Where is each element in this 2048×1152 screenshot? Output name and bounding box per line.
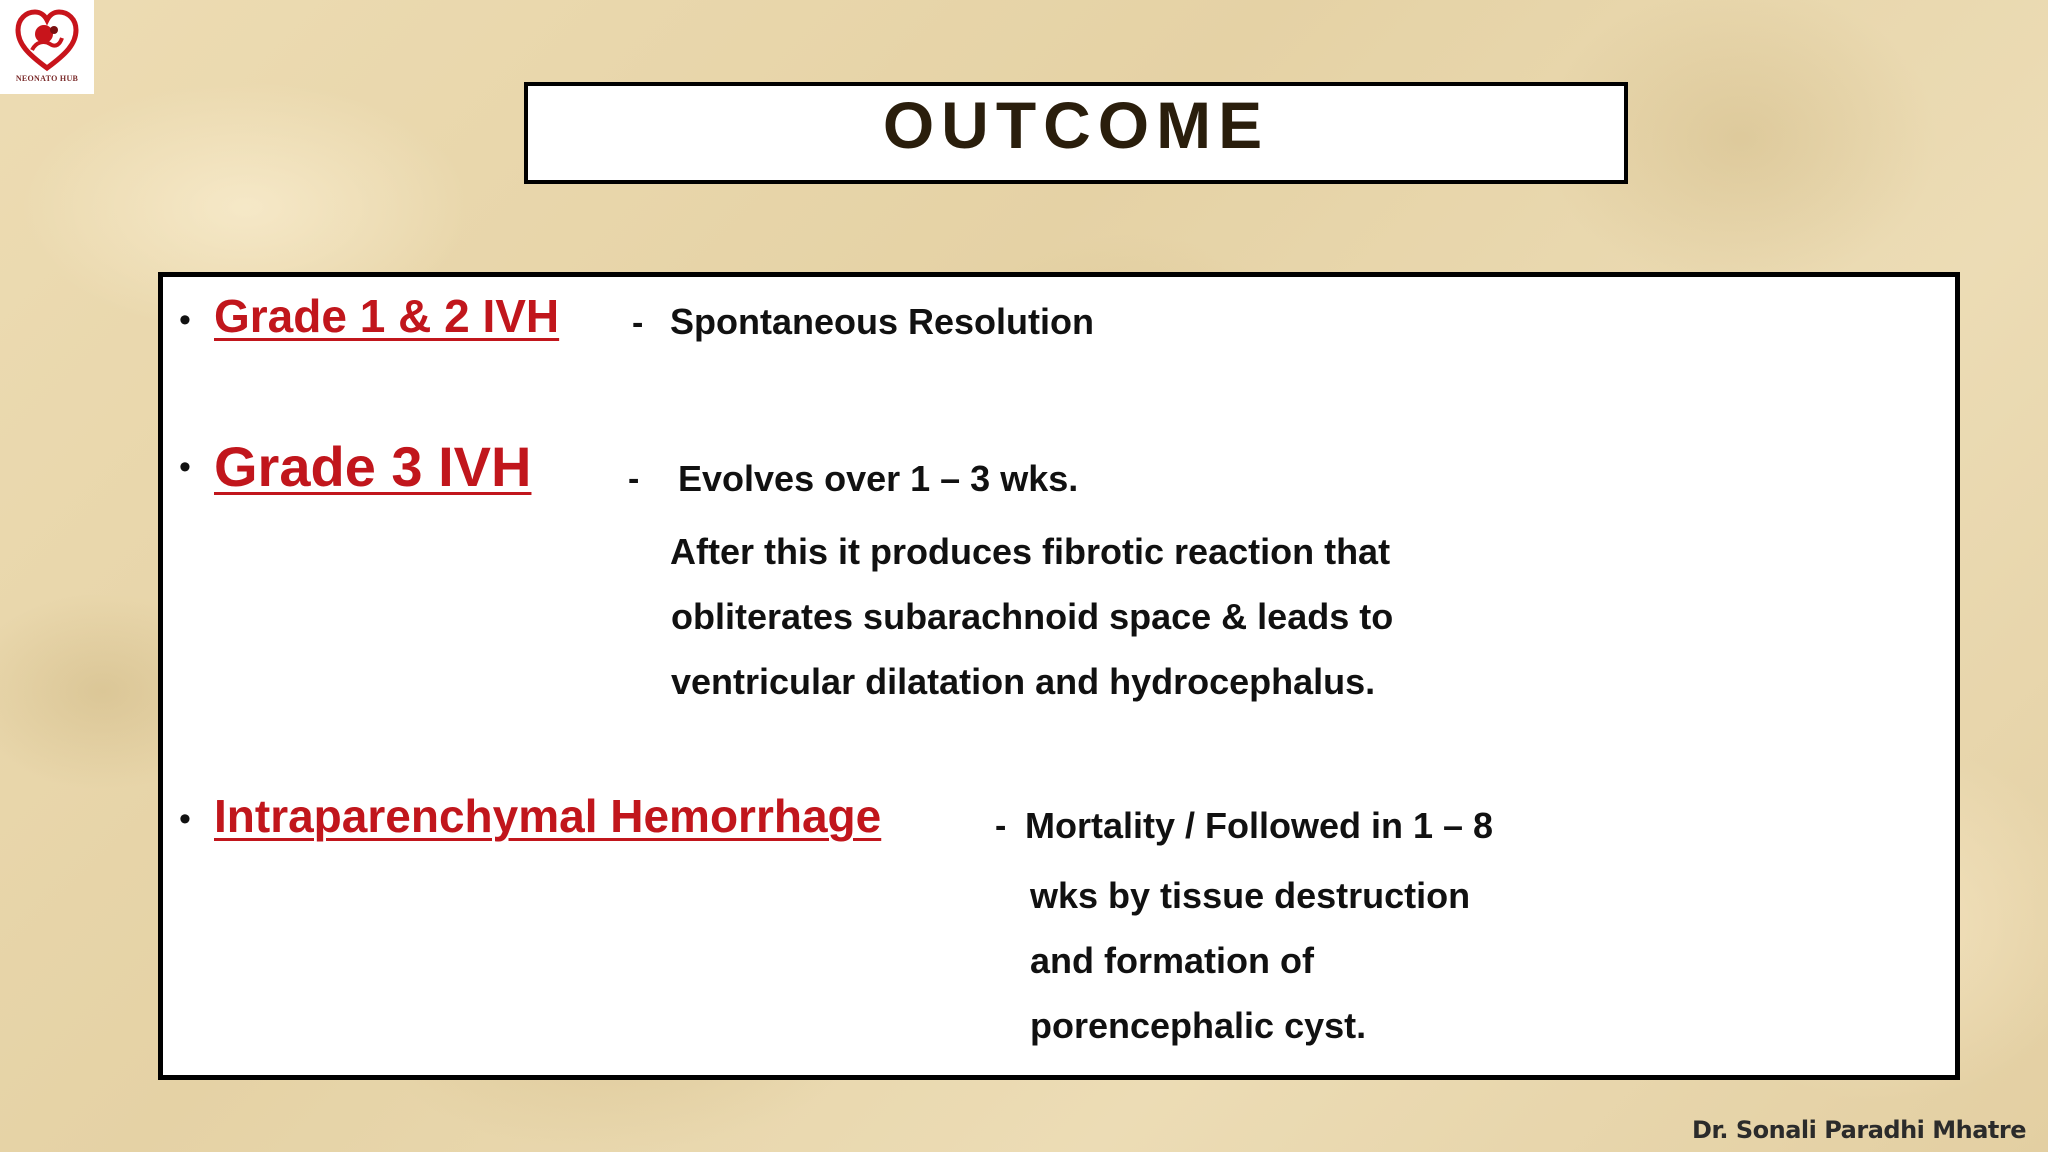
heart-logo-icon (14, 8, 80, 72)
bullet-description-line: Mortality / Followed in 1 – 8 (1025, 805, 1494, 846)
author-credit: Dr. Sonali Paradhi Mhatre (1692, 1116, 2026, 1144)
bullet-dash: - (628, 460, 640, 498)
bullet-description-line: wks by tissue destruction (1030, 875, 1471, 916)
logo (0, 0, 94, 94)
logo-text: NEONATO HUB (15, 74, 79, 83)
bullet-heading-grade-1-2: Grade 1 & 2 IVH (214, 290, 560, 342)
slide-title: OUTCOME (882, 88, 1270, 162)
bullet-description-line: Evolves over 1 – 3 wks. (678, 458, 1079, 499)
content-box (158, 272, 1960, 1080)
bullet-description-line: obliterates subarachnoid space & leads to (671, 596, 1394, 637)
title-box (524, 82, 1628, 184)
bullet-description-line: After this it produces fibrotic reaction that (670, 531, 1391, 572)
bullet-dash: - (995, 807, 1007, 845)
bullet-dot-icon: • (179, 448, 191, 486)
bullet-description-line: porencephalic cyst. (1030, 1005, 1367, 1046)
bullet-dash: - (632, 304, 644, 342)
bullet-description-line: Spontaneous Resolution (670, 301, 1095, 342)
bullet-heading-grade-3: Grade 3 IVH (214, 435, 532, 498)
bullet-description-line: and formation of (1030, 940, 1314, 981)
bullet-dot-icon: • (179, 301, 191, 339)
bullet-dot-icon: • (179, 800, 191, 838)
bullet-heading-intraparenchymal: Intraparenchymal Hemorrhage (214, 790, 882, 842)
bullet-description-line: ventricular dilatation and hydrocephalus. (671, 661, 1376, 702)
